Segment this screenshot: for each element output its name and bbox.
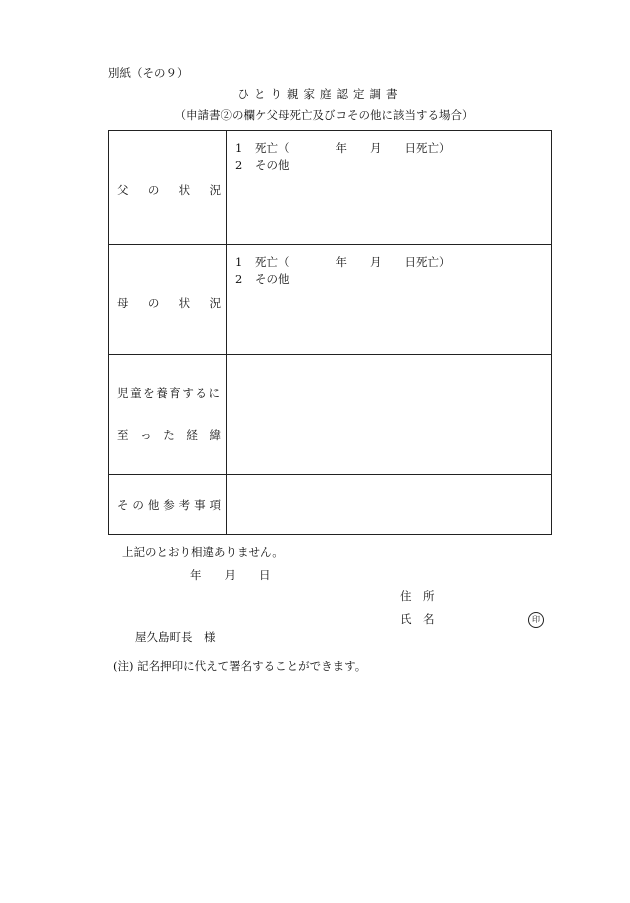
mother-status-label-cell: [109, 245, 227, 354]
declaration-statement: 上記のとおり相違ありません。: [122, 545, 284, 559]
child-care-reason-cell[interactable]: [227, 355, 551, 474]
other-notes-row: [109, 474, 551, 535]
option-number: 1: [235, 141, 243, 155]
document-subtitle: （申請書②の欄ケ父母死亡及びコその他に該当する場合）: [174, 108, 474, 122]
option-text: 死亡（ 年 月 日死亡）: [255, 141, 451, 155]
seal-mark: 印: [528, 612, 544, 628]
footnote: (注) 記名押印に代えて署名することができます。: [113, 659, 367, 673]
father-status-row: [109, 131, 551, 244]
child-care-reason-label-cell: [109, 355, 227, 474]
option-number: 2: [235, 272, 243, 286]
father-status-label-cell: [109, 131, 227, 244]
address-label: 住 所: [400, 589, 435, 603]
child-care-reason-label-line2: 至った経緯: [117, 428, 221, 442]
father-option-other[interactable]: [235, 160, 290, 172]
mother-option-other[interactable]: [235, 274, 290, 286]
document-title: ひとり親家庭認定調書: [237, 87, 403, 101]
other-notes-cell[interactable]: [227, 475, 551, 535]
option-number: 2: [235, 158, 243, 172]
mother-status-cell[interactable]: [227, 245, 551, 354]
mother-status-row: [109, 244, 551, 354]
mother-status-label: 母の状況: [117, 296, 221, 310]
date-line[interactable]: 年 月 日: [190, 568, 271, 582]
child-care-reason-label-line1: 児童を養育するに: [117, 386, 221, 400]
child-care-reason-row: [109, 354, 551, 474]
option-text: その他: [255, 272, 290, 286]
mother-option-death[interactable]: [235, 257, 451, 269]
option-text: その他: [255, 158, 290, 172]
option-text: 死亡（ 年 月 日死亡）: [255, 255, 451, 269]
father-option-death[interactable]: [235, 143, 451, 155]
father-status-cell[interactable]: [227, 131, 551, 244]
option-number: 1: [235, 255, 243, 269]
name-label: 氏 名: [400, 612, 435, 626]
other-notes-label: その他参考事項: [117, 498, 221, 512]
father-status-label: 父の状況: [117, 183, 221, 197]
certification-form-table: [108, 130, 552, 535]
other-notes-label-cell: [109, 475, 227, 535]
attachment-label: 別紙（その９）: [108, 66, 189, 80]
addressee: 屋久島町長 様: [135, 630, 216, 644]
